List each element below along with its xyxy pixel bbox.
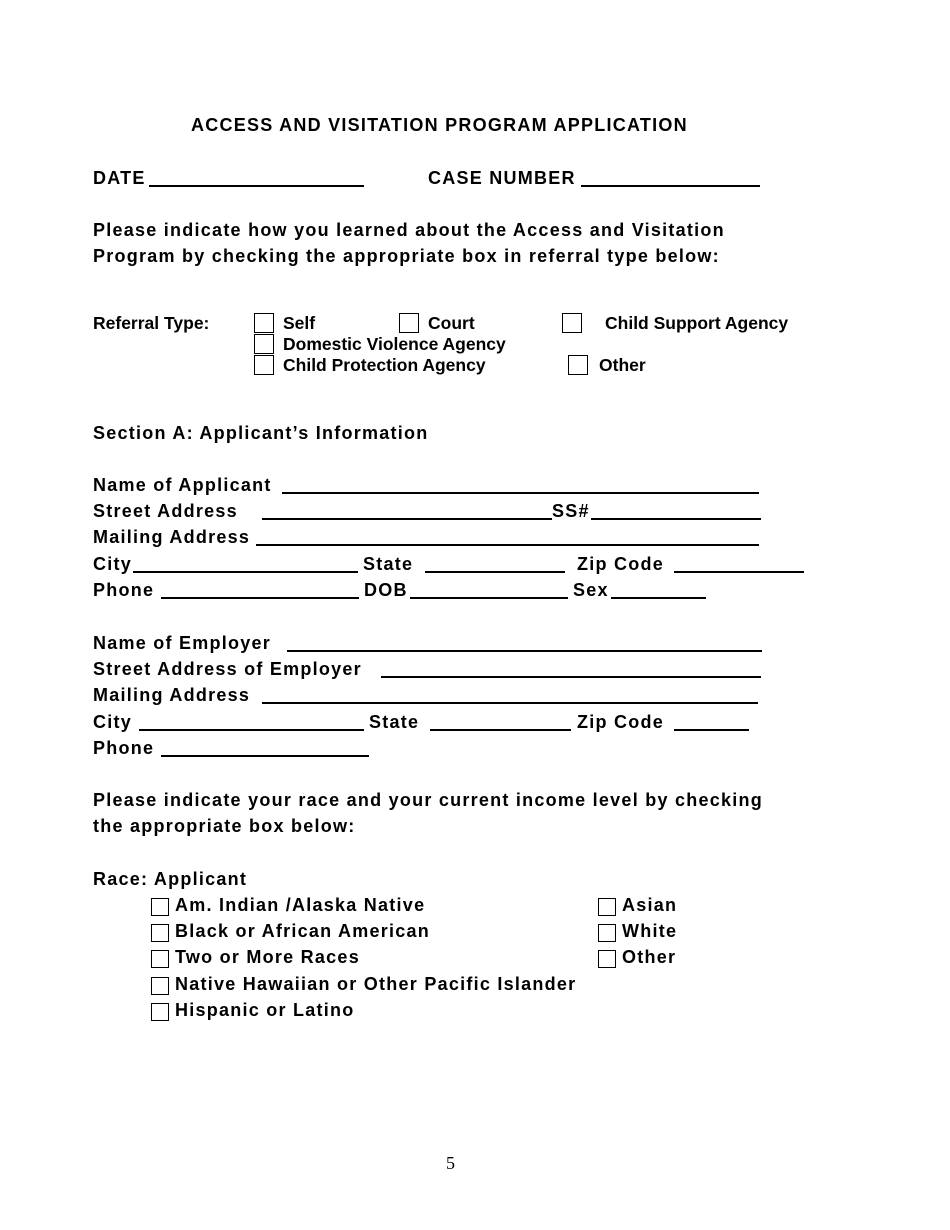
applicant-sex-label: Sex (573, 580, 609, 600)
employer-phone-field[interactable] (161, 755, 369, 757)
page-title: ACCESS AND VISITATION PROGRAM APPLICATION (191, 115, 688, 135)
referral-other-checkbox[interactable] (568, 355, 588, 375)
race-intro-line1: Please indicate your race and your current income level by checking (93, 790, 763, 810)
referral-self-label: Self (283, 313, 316, 333)
race-intro-line2: the appropriate box below: (93, 816, 356, 836)
employer-name-field[interactable] (287, 650, 762, 652)
referral-child-protection-label: Child Protection Agency (283, 355, 486, 375)
race-native-hawaiian-label: Native Hawaiian or Other Pacific Islander (175, 974, 577, 994)
applicant-state-label: State (363, 554, 414, 574)
applicant-state-field[interactable] (425, 571, 565, 573)
page-number: 5 (446, 1153, 455, 1173)
applicant-phone-field[interactable] (161, 597, 359, 599)
race-white-label: White (622, 921, 678, 941)
race-two-or-more-checkbox[interactable] (151, 950, 169, 968)
referral-intro-line2: Program by checking the appropriate box in referral type below: (93, 246, 720, 266)
race-am-indian-checkbox[interactable] (151, 898, 169, 916)
employer-zip-label: Zip Code (577, 712, 664, 732)
race-other-label: Other (622, 947, 677, 967)
employer-city-field[interactable] (139, 729, 364, 731)
employer-state-field[interactable] (430, 729, 571, 731)
applicant-dob-label: DOB (364, 580, 408, 600)
race-asian-checkbox[interactable] (598, 898, 616, 916)
race-hispanic-checkbox[interactable] (151, 1003, 169, 1021)
employer-phone-label: Phone (93, 738, 155, 758)
applicant-sex-field[interactable] (611, 597, 706, 599)
referral-type-label: Referral Type: (93, 313, 210, 333)
applicant-street-field[interactable] (262, 518, 552, 520)
applicant-mailing-field[interactable] (256, 544, 759, 546)
referral-domestic-violence-checkbox[interactable] (254, 334, 274, 354)
race-other-checkbox[interactable] (598, 950, 616, 968)
referral-court-checkbox[interactable] (399, 313, 419, 333)
race-black-label: Black or African American (175, 921, 431, 941)
referral-intro-line1: Please indicate how you learned about the Access and Visitation (93, 220, 725, 240)
applicant-city-label: City (93, 554, 133, 574)
applicant-zip-label: Zip Code (577, 554, 664, 574)
race-label: Race: Applicant (93, 869, 248, 889)
race-hispanic-label: Hispanic or Latino (175, 1000, 355, 1020)
employer-street-label: Street Address of Employer (93, 659, 362, 679)
applicant-mailing-label: Mailing Address (93, 527, 251, 547)
applicant-name-label: Name of Applicant (93, 475, 272, 495)
referral-child-protection-checkbox[interactable] (254, 355, 274, 375)
employer-street-field[interactable] (381, 676, 761, 678)
case-number-field[interactable] (581, 185, 760, 187)
applicant-zip-field[interactable] (674, 571, 804, 573)
race-am-indian-label: Am. Indian /Alaska Native (175, 895, 426, 915)
employer-name-label: Name of Employer (93, 633, 272, 653)
referral-other-label: Other (599, 355, 646, 375)
case-number-label: CASE NUMBER (428, 168, 576, 188)
applicant-ssn-field[interactable] (591, 518, 761, 520)
referral-child-support-label: Child Support Agency (605, 313, 789, 333)
referral-child-support-checkbox[interactable] (562, 313, 582, 333)
race-native-hawaiian-checkbox[interactable] (151, 977, 169, 995)
employer-mailing-label: Mailing Address (93, 685, 251, 705)
date-field[interactable] (149, 185, 364, 187)
section-a-heading: Section A: Applicant’s Information (93, 423, 429, 443)
race-white-checkbox[interactable] (598, 924, 616, 942)
applicant-city-field[interactable] (133, 571, 358, 573)
date-label: DATE (93, 168, 146, 188)
race-two-or-more-label: Two or More Races (175, 947, 360, 967)
employer-city-label: City (93, 712, 133, 732)
applicant-name-field[interactable] (282, 492, 759, 494)
employer-zip-field[interactable] (674, 729, 749, 731)
applicant-dob-field[interactable] (410, 597, 568, 599)
race-asian-label: Asian (622, 895, 678, 915)
referral-self-checkbox[interactable] (254, 313, 274, 333)
referral-domestic-violence-label: Domestic Violence Agency (283, 334, 506, 354)
applicant-street-label: Street Address (93, 501, 238, 521)
race-black-checkbox[interactable] (151, 924, 169, 942)
employer-mailing-field[interactable] (262, 702, 758, 704)
employer-state-label: State (369, 712, 420, 732)
referral-court-label: Court (428, 313, 475, 333)
applicant-phone-label: Phone (93, 580, 155, 600)
applicant-ssn-label: SS# (552, 501, 590, 521)
